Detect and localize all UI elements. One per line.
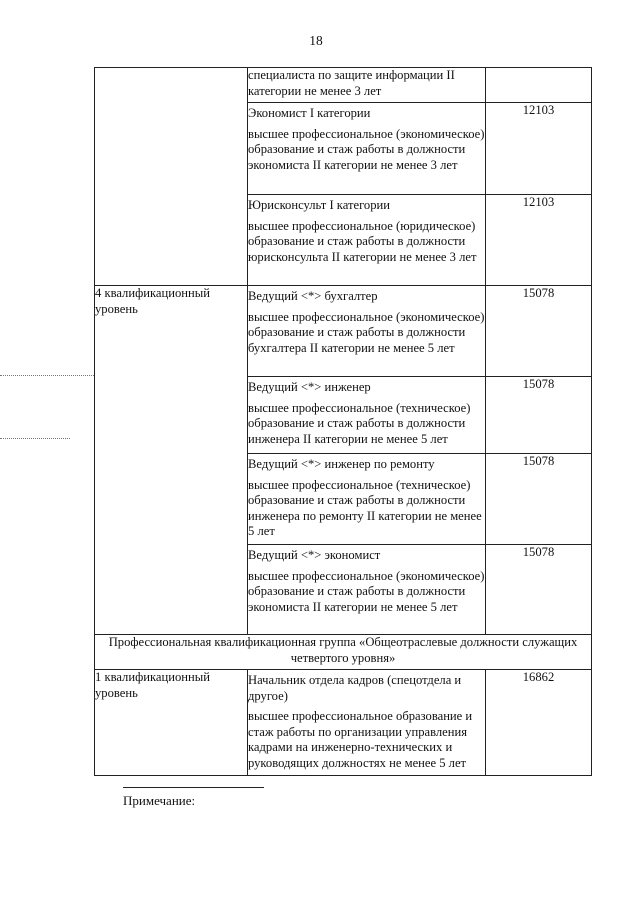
position-cell bbox=[248, 103, 486, 195]
position-title: Ведущий <*> инженер bbox=[248, 380, 371, 394]
salary-value: 15078 bbox=[486, 454, 592, 545]
salary-value: 12103 bbox=[486, 195, 592, 286]
requirements-text: высшее профессиональное образование и стаж работы по организации управления кадрами на инженерно-технических и руководящих должностях не менее 5 лет bbox=[248, 709, 473, 770]
requirements-text: высшее профессиональное (юридическое) образование и стаж работы в должности юрисконсульта II категории не менее 3 лет bbox=[248, 218, 477, 264]
position-title: Экономист I категории bbox=[248, 106, 371, 120]
table-row bbox=[95, 68, 592, 103]
position-cell bbox=[248, 68, 486, 103]
level-cell bbox=[95, 68, 248, 286]
position-cell bbox=[248, 545, 486, 635]
position-cell bbox=[248, 195, 486, 286]
requirements-text: специалиста по защите информации II категории не менее 3 лет bbox=[248, 68, 455, 98]
requirements-text: высшее профессиональное (техническое) образование и стаж работы в должности инженера по ремонту II категории не менее 5 лет bbox=[248, 477, 482, 538]
position-cell bbox=[248, 286, 486, 377]
position-cell bbox=[248, 670, 486, 776]
position-cell bbox=[248, 377, 486, 454]
position-title: Начальник отдела кадров (спецотдела и другое) bbox=[248, 673, 462, 703]
requirements-text: высшее профессиональное (экономическое) образование и стаж работы в должности бухгалтера II категории не менее 5 лет bbox=[248, 309, 485, 355]
position-title: Ведущий <*> экономист bbox=[248, 548, 381, 562]
qualification-level: 1 квалификационный уровень bbox=[95, 670, 210, 700]
level-cell bbox=[95, 286, 248, 635]
requirements-text: высшее профессиональное (экономическое) образование и стаж работы в должности экономиста II категории не менее 5 лет bbox=[248, 568, 485, 614]
salary-cell bbox=[486, 68, 592, 103]
footnote-rule bbox=[123, 787, 264, 788]
table-row bbox=[95, 286, 592, 377]
note-label: Примечание: bbox=[123, 793, 196, 808]
page-number: 18 bbox=[309, 33, 323, 48]
level-cell bbox=[95, 670, 248, 776]
salary-value: 15078 bbox=[486, 377, 592, 454]
position-title: Ведущий <*> инженер по ремонту bbox=[248, 457, 435, 471]
position-cell bbox=[248, 454, 486, 545]
salary-value: 15078 bbox=[486, 545, 592, 635]
scan-line bbox=[0, 375, 94, 376]
scan-line bbox=[0, 438, 70, 439]
position-title: Юрисконсульт I категории bbox=[248, 198, 391, 212]
group-header-row bbox=[95, 635, 592, 670]
salary-value: 16862 bbox=[486, 670, 592, 776]
salary-value: 15078 bbox=[486, 286, 592, 377]
qualification-table bbox=[94, 67, 592, 776]
position-title: Ведущий <*> бухгалтер bbox=[248, 289, 378, 303]
requirements-text: высшее профессиональное (экономическое) образование и стаж работы в должности экономиста II категории не менее 3 лет bbox=[248, 126, 485, 172]
qualification-level: 4 квалификационный уровень bbox=[95, 286, 210, 316]
table-row bbox=[95, 670, 592, 776]
salary-value: 12103 bbox=[486, 103, 592, 195]
requirements-text: высшее профессиональное (техническое) образование и стаж работы в должности инженера II категории не менее 5 лет bbox=[248, 400, 471, 446]
group-header: Профессиональная квалификационная группа «Общеотраслевые должности служащих четвертого уровня» bbox=[95, 635, 592, 670]
